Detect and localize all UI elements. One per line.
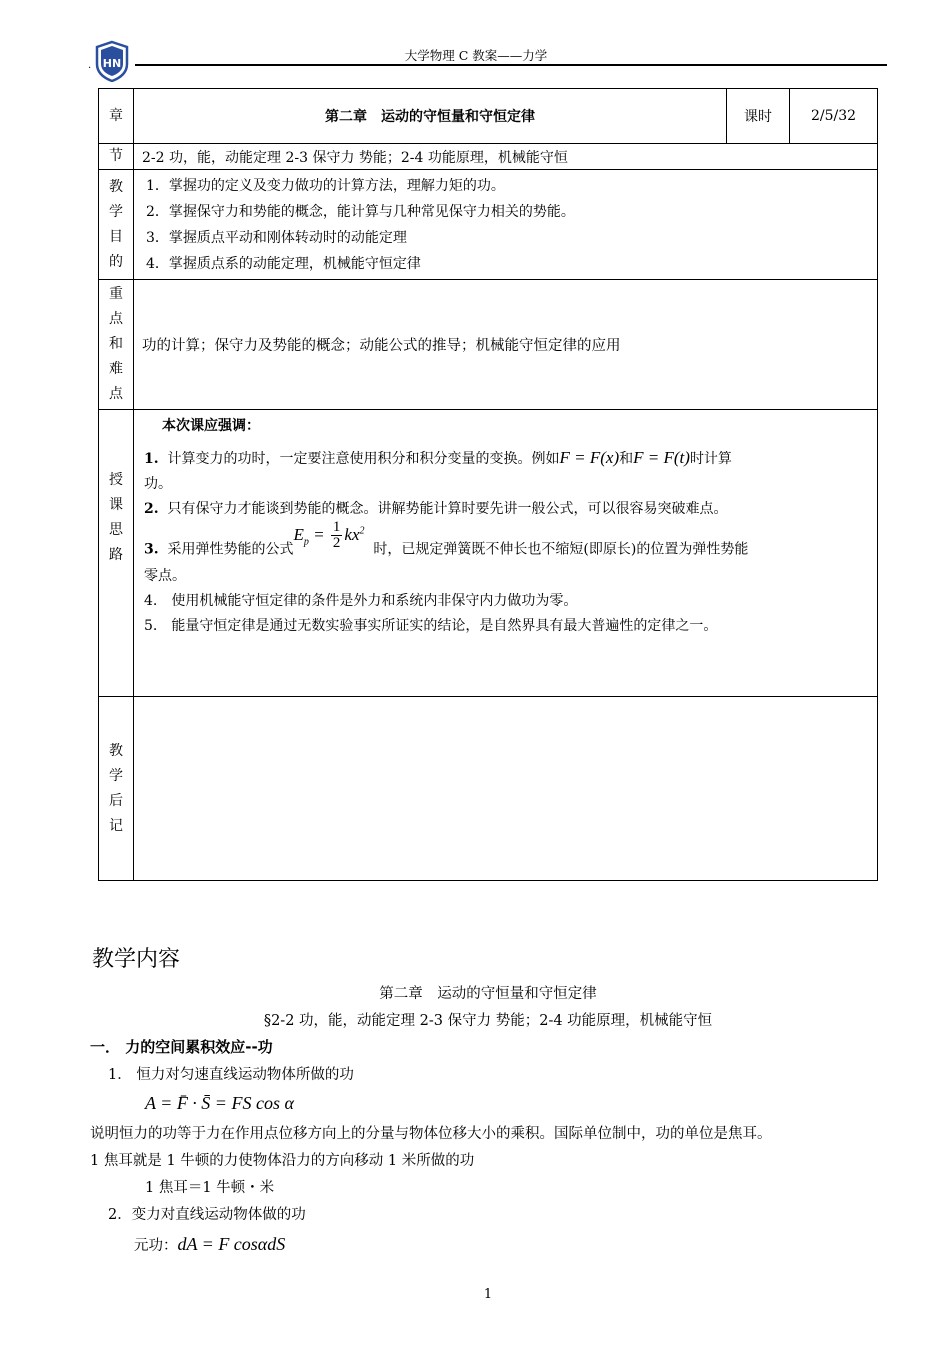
formula-elastic-energy: $E_p$ = $\frac{1}{2}$ $kx^2$ bbox=[293, 519, 365, 552]
header-divider bbox=[135, 64, 887, 66]
content-paragraph-3: 1 焦耳＝1 牛顿・米 bbox=[145, 1180, 275, 1196]
approach-row bbox=[99, 410, 878, 697]
formula-force-x: F = F(x) bbox=[559, 448, 620, 467]
content-paragraph-1: 说明恒力的功等于力在作用点位移方向上的分量与物体位移大小的乘积。国际单位制中，功的单位是焦耳。 bbox=[90, 1126, 772, 1142]
chapter-row bbox=[99, 89, 878, 144]
content-paragraph-2: 1 焦耳就是 1 牛顿的力使物体沿力的方向移动 1 米所做的功 bbox=[90, 1153, 475, 1169]
logo-text: HN bbox=[102, 57, 122, 70]
keypoints-row bbox=[99, 280, 878, 410]
header-dot: . bbox=[88, 60, 92, 71]
page-number: 1 bbox=[483, 1287, 493, 1302]
approach-label: 授 课 思 路 bbox=[99, 410, 134, 697]
formula-work-constant: A = F̄ · S̄ = FS cos α bbox=[145, 1093, 294, 1113]
content-item-1: 1． 恒力对匀速直线运动物体所做的功 bbox=[108, 1067, 354, 1083]
approach-item-3-cont: 零点。 bbox=[144, 568, 186, 585]
part-title: 一． 力的空间累积效应--功 bbox=[90, 1038, 273, 1056]
objective-item: 3．掌握质点平动和刚体转动时的动能定理 bbox=[146, 229, 407, 246]
content-chapter-title: 第二章 运动的守恒量和守恒定律 bbox=[379, 986, 597, 1002]
approach-heading: 本次课应强调： bbox=[162, 418, 260, 434]
keypoints-label: 重 点 和 难 点 bbox=[99, 280, 134, 410]
notes-label: 教 学 后 记 bbox=[99, 697, 134, 881]
notes-row bbox=[99, 697, 878, 881]
objectives-label: 教 学 目 的 bbox=[99, 170, 134, 280]
content-section-title: §2-2 功，能，动能定理 2-3 保守力 势能；2-4 功能原理，机械能守恒 bbox=[263, 1013, 713, 1029]
approach-item-1: 1. 计算变力的功时，一定要注意使用积分和积分变量的变换。例如F = F(x)和F = F(t)时计算 bbox=[144, 448, 732, 467]
lesson-plan-table bbox=[98, 88, 878, 881]
objectives-row bbox=[99, 170, 878, 280]
approach-item-1-cont: 功。 bbox=[144, 476, 172, 492]
objective-item: 1．掌握功的定义及变力做功的计算方法，理解力矩的功。 bbox=[146, 177, 505, 194]
element-work-line: 元功：dA = F cosαdS bbox=[134, 1234, 286, 1254]
hours-label: 课时 bbox=[727, 89, 790, 144]
section-label: 节 bbox=[99, 144, 134, 170]
notes-content bbox=[134, 697, 878, 881]
content-heading: 教学内容 bbox=[92, 947, 181, 972]
hours-value: 2/5/32 bbox=[790, 89, 878, 144]
section-row bbox=[99, 144, 878, 170]
chapter-label: 章 bbox=[99, 89, 134, 144]
approach-item-2: 2. 只有保守力才能谈到势能的概念。讲解势能计算时要先讲一般公式，可以很容易突破难点。 bbox=[144, 501, 728, 517]
objective-item: 4．掌握质点系的动能定理，机械能守恒定律 bbox=[146, 255, 421, 272]
chapter-title: 第二章 运动的守恒量和守恒定律 bbox=[134, 89, 727, 144]
section-text: 2-2 功，能，动能定理 2-3 保守力 势能；2-4 功能原理，机械能守恒 bbox=[134, 144, 878, 170]
formula-element-work: dA = F cosαdS bbox=[177, 1234, 286, 1254]
approach-item-5: 5. 能量守恒定律是通过无数实验事实所证实的结论，是自然界具有最大普遍性的定律之一。 bbox=[144, 618, 718, 635]
approach-item-4: 4. 使用机械能守恒定律的条件是外力和系统内非保守内力做功为零。 bbox=[144, 593, 578, 610]
keypoints-text: 功的计算；保守力及势能的概念；动能公式的推导；机械能守恒定律的应用 bbox=[134, 280, 878, 410]
approach-item-3: 3. 采用弹性势能的公式$E_p$ = $\frac{1}{2}$ $kx^2$ 时，已规定弹簧既不伸长也不缩短(即原长)的位置为弹性势能 bbox=[144, 519, 749, 558]
objective-item: 2．掌握保守力和势能的概念，能计算与几种常见保守力相关的势能。 bbox=[146, 203, 575, 220]
formula-force-t: F = F(t) bbox=[633, 448, 690, 467]
page-header-title: 大学物理 C 教案——力学 bbox=[404, 48, 548, 63]
approach-content bbox=[134, 410, 878, 697]
objectives-list bbox=[134, 170, 878, 280]
content-item-2: 2．变力对直线运动物体做的功 bbox=[108, 1207, 306, 1223]
